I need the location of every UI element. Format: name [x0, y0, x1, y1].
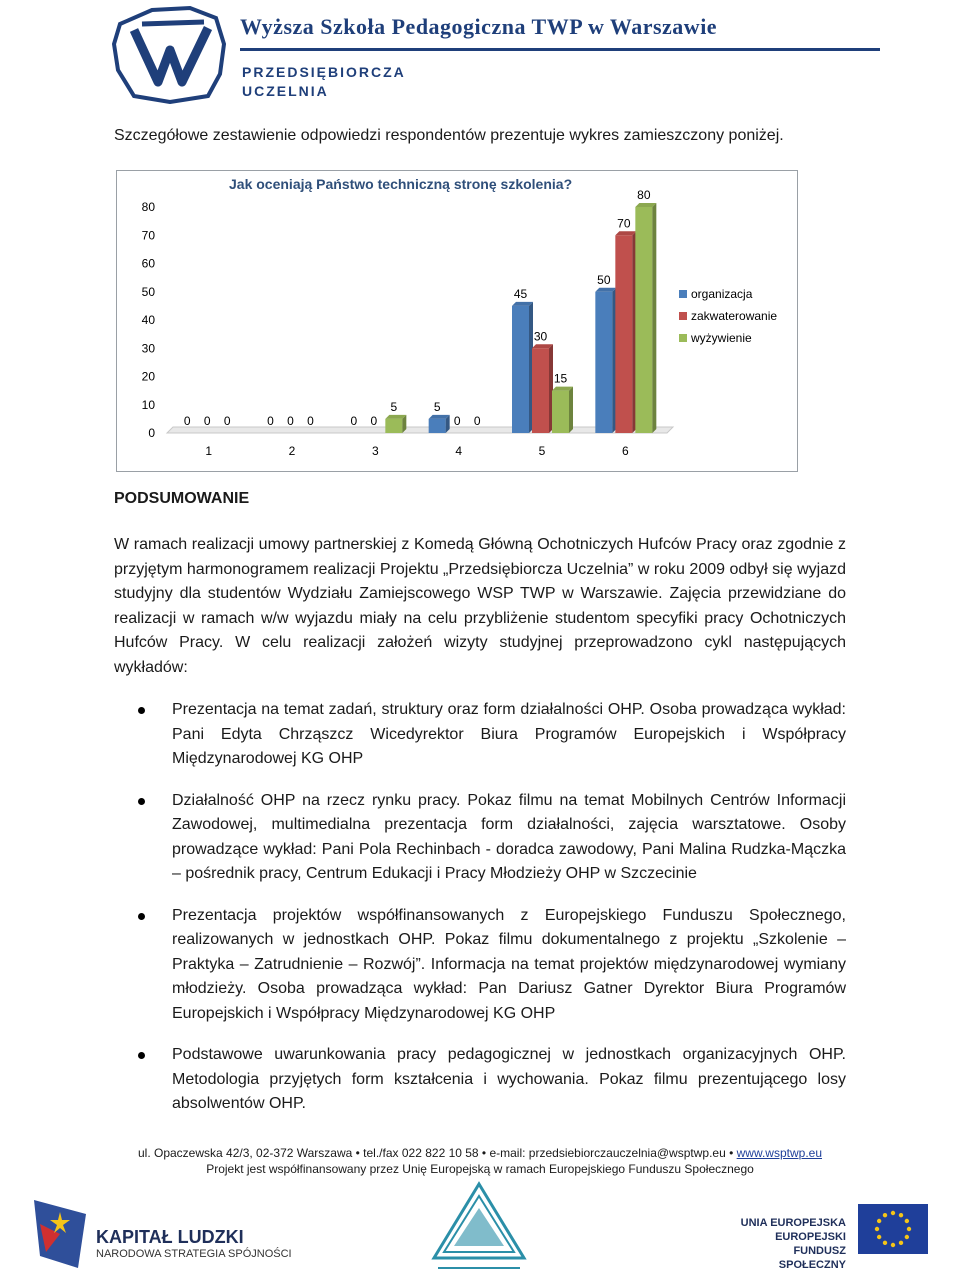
data-label: 0: [453, 414, 461, 428]
y-tick-label: 30: [141, 341, 155, 356]
przedsiebiorcza-uczelnia-logo: [424, 1178, 534, 1278]
bar: [429, 419, 446, 433]
eu-star: [899, 1213, 903, 1217]
eu-text: [736, 1216, 846, 1272]
header-divider: [240, 48, 880, 51]
legend-label: organizacja: [691, 287, 753, 301]
data-label: 0: [370, 414, 378, 428]
y-tick-label: 10: [141, 397, 155, 412]
legend-swatch: [679, 290, 687, 298]
y-tick-label: 40: [141, 313, 155, 327]
eu-star: [905, 1235, 909, 1239]
legend-swatch: [679, 312, 687, 320]
data-label: 0: [223, 414, 231, 428]
project-name-line1: PRZEDSIĘBIORCZA: [242, 64, 406, 80]
x-tick-label: 2: [288, 444, 296, 458]
bar: [385, 419, 402, 433]
x-tick-label: 1: [205, 444, 213, 458]
school-logo: [112, 4, 230, 104]
bar-side: [652, 203, 656, 433]
y-tick-label: 70: [141, 228, 155, 243]
bullet-icon: [138, 707, 145, 714]
bar: [615, 235, 632, 433]
eu-star: [875, 1227, 879, 1231]
data-label: 0: [307, 414, 314, 428]
data-label: 15: [553, 371, 568, 386]
bar: [635, 207, 652, 433]
list-item: [114, 904, 846, 1027]
page-header: [112, 0, 872, 110]
bar: [595, 292, 612, 433]
eu-star: [907, 1227, 911, 1231]
x-tick-label: 4: [455, 444, 463, 458]
eu-star: [877, 1235, 881, 1239]
list-item-text: Prezentacja na temat zadań, struktury oraz form działalności OHP. Osoba prowadząca wykład: Pani Edyta Chrząszcz Wicedyrektor Biura Programów Europejskich i Współpracy Międzynarodowej KG OHP: [172, 701, 846, 767]
data-label: 0: [203, 414, 211, 428]
x-tick-label: 5: [538, 444, 546, 458]
list-item-text: Działalność OHP na rzecz rynku pracy. Pokaz filmu na temat Mobilnych Centrów Informacji Zawodowej, multimedialna prezentacja form działalności, zajęcia warsztatowe. Osoby prowadzące wykład: Pani Pola Rechinbach - doradca zawodowy, Pani Malina Rudzka-Mączka – pośrednik pracy, Centrum Edukacji i Pracy Młodzieży OHP w Szczecinie: [172, 791, 846, 882]
eu-flag-icon: [858, 1204, 928, 1254]
bar-chart: [116, 170, 798, 472]
list-item: [114, 789, 846, 887]
y-tick-label: 0: [148, 426, 155, 440]
data-label: 0: [350, 414, 358, 428]
data-label: 5: [390, 399, 398, 414]
eu-star: [891, 1243, 895, 1247]
bullet-icon: [138, 1052, 145, 1059]
y-tick-label: 60: [141, 256, 155, 271]
footer-address: ul. Opaczewska 42/3, 02-372 Warszawa • tel./fax 022 822 10 58 • e-mail: przedsiebiorczauczelnia@wsptwp.eu •: [137, 1146, 734, 1160]
data-label: 0: [267, 414, 274, 428]
bar: [552, 391, 569, 433]
project-name-line2: UCZELNIA: [242, 83, 329, 99]
y-tick-label: 20: [141, 369, 155, 384]
school-name: Wyższa Szkoła Pedagogiczna TWP w Warszawie: [240, 14, 718, 39]
data-label: 80: [637, 188, 651, 202]
footer-funding: Projekt jest współfinansowany przez Unię Europejską w ramach Europejskiego Funduszu Społecznego: [206, 1162, 754, 1176]
kapital-ludzki-logo: [30, 1194, 90, 1274]
list-item: [114, 698, 846, 772]
summary-paragraph: W ramach realizacji umowy partnerskiej z Komedą Główną Ochotniczych Hufców Pracy oraz zgodnie z przyjętym harmonogramem realizacji Projektu „Przedsiębiorcza Uczelnia” w roku 2009 odbył się wyjazd studyjny dla studentów Wydziału Zamiejscowego WSP TWP w Warszawie. Zajęcia przewidziane do realizacji w ramach w/w wyjazdu miały na celu przybliżenie studentom specyfiki pracy Ochotniczych Hufców Pracy. W celu realizacji założeń wizyty studyjnej przeprowadzono cykl następujących wykładów:: [114, 536, 846, 676]
bullet-icon: [138, 798, 145, 805]
bar: [532, 348, 549, 433]
eu-star: [891, 1211, 895, 1215]
data-label: 45: [513, 286, 528, 301]
legend-label: wyżywienie: [691, 331, 752, 345]
website-link[interactable]: www.wsptwp.eu: [736, 1146, 823, 1160]
y-tick-label: 80: [141, 200, 155, 214]
legend-swatch: [679, 334, 687, 342]
data-label: 50: [597, 272, 611, 287]
eu-star: [899, 1241, 903, 1245]
bar: [512, 306, 529, 433]
eu-star: [883, 1213, 887, 1217]
lecture-list: [114, 698, 846, 1134]
data-label: 0: [183, 414, 191, 428]
kapital-ludzki-subtitle: NARODOWA STRATEGIA SPÓJNOŚCI: [96, 1248, 292, 1260]
chart-canvas: [117, 171, 797, 471]
list-item: [114, 1043, 846, 1117]
list-item-text: Podstawowe uwarunkowania pracy pedagogicznej w jednostkach organizacyjnych OHP. Metodologia przyjętych form kształcenia i wychowania. Pokaz filmu prezentującego losy absolwentów OHP.: [172, 1046, 846, 1112]
eu-line-2: EUROPEJSKI: [775, 1231, 846, 1243]
eu-star: [877, 1219, 881, 1223]
y-tick-label: 50: [141, 284, 155, 299]
data-label: 70: [617, 216, 631, 231]
eu-star: [883, 1241, 887, 1245]
eu-star: [905, 1219, 909, 1223]
data-label: 0: [287, 414, 294, 428]
eu-line-3: FUNDUSZ SPOŁECZNY: [778, 1245, 846, 1271]
data-label: 30: [533, 329, 548, 344]
data-label: 0: [473, 414, 481, 428]
bar-side: [569, 387, 573, 433]
bullet-icon: [138, 913, 145, 920]
data-label: 5: [433, 399, 441, 414]
intro-text: Szczegółowe zestawienie odpowiedzi respondentów prezentuje wykres zamieszczony poniżej.: [114, 127, 784, 144]
summary-heading: PODSUMOWANIE: [114, 490, 250, 507]
kapital-ludzki-title: KAPITAŁ LUDZKI: [96, 1227, 244, 1247]
x-tick-label: 3: [371, 444, 379, 458]
chart-title: Jak oceniają Państwo techniczną stronę szkolenia?: [229, 176, 573, 192]
footer-contact: [0, 1146, 960, 1160]
eu-line-1: UNIA EUROPEJSKA: [740, 1217, 846, 1229]
legend-label: zakwaterowanie: [691, 309, 778, 323]
x-tick-label: 6: [621, 444, 629, 458]
list-item-text: Prezentacja projektów współfinansowanych z Europejskiego Funduszu Społecznego, realizowanych w jednostkach OHP. Pokaz filmu dokumentalnego z projektu „Szkolenie – Praktyka – Zatrudnienie – Rozwój”. Informacja na temat projektów międzynarodowej wymiany młodzieży. Osoba prowadząca wykład: Pan Dariusz Gatner Dyrektor Biura Programów Europejskich i Współpracy Międzynarodowej KG OHP: [172, 906, 846, 1022]
